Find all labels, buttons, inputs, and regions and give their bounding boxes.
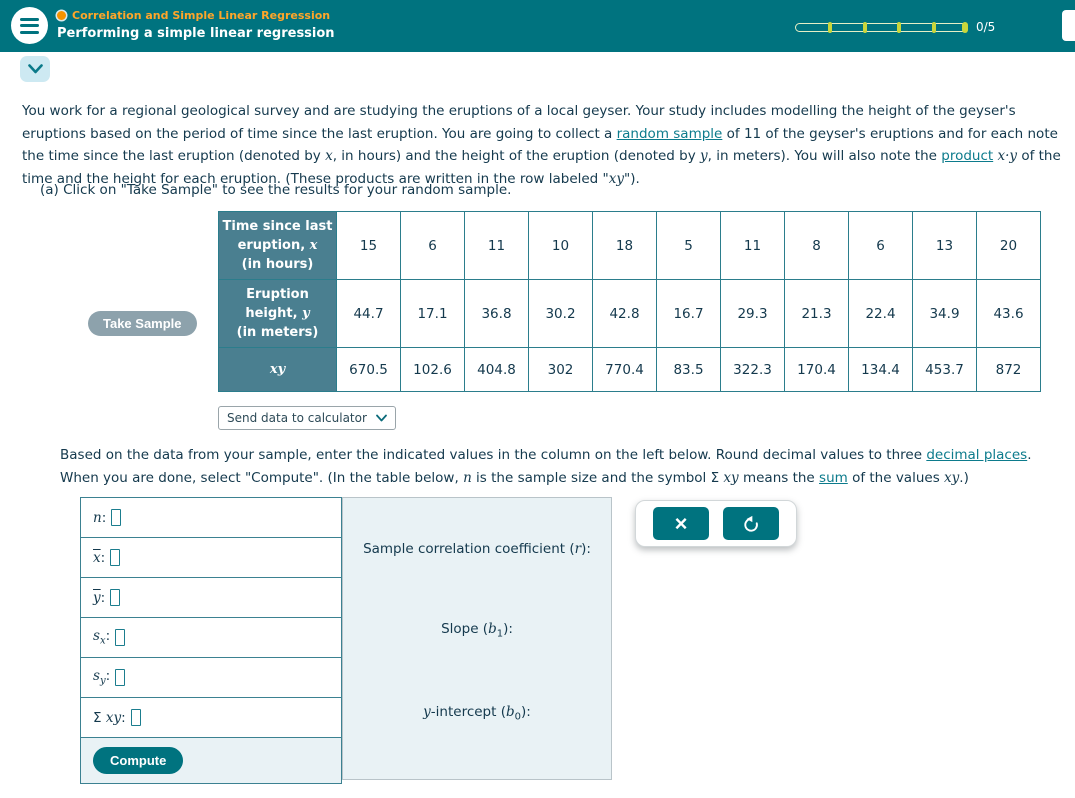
input-row-sum-xy bbox=[81, 698, 341, 738]
instruction-text: is the sample size and the symbol Σ bbox=[471, 469, 724, 486]
y-value-cell: 17.1 bbox=[401, 280, 465, 348]
y-value-cell: 16.7 bbox=[657, 280, 721, 348]
xy-value-cell: 770.4 bbox=[593, 348, 657, 392]
part-a-instruction: (a) Click on "Take Sample" to see the results for your random sample. bbox=[40, 182, 512, 198]
x-value-cell: 15 bbox=[337, 212, 401, 280]
xy-value-cell: 302 bbox=[529, 348, 593, 392]
undo-icon bbox=[741, 514, 761, 534]
link-sum[interactable]: sum bbox=[819, 469, 848, 486]
side-panel-tab[interactable] bbox=[1062, 10, 1075, 41]
link-decimal-places[interactable]: decimal places bbox=[926, 447, 1028, 463]
y-value-cell: 42.8 bbox=[593, 280, 657, 348]
x-value-cell: 18 bbox=[593, 212, 657, 280]
top-header bbox=[0, 0, 1075, 52]
y-value-cell: 22.4 bbox=[849, 280, 913, 348]
y-value-cell: 36.8 bbox=[465, 280, 529, 348]
chevron-down-icon bbox=[376, 414, 387, 422]
problem-text: of 11 of the geyser's eruptions and for each note the time since the last eruption (denoted by bbox=[22, 125, 1058, 164]
row-header-y bbox=[219, 280, 337, 348]
var-y: y bbox=[700, 148, 708, 164]
y-value-cell: 21.3 bbox=[785, 280, 849, 348]
xy-value-cell: 453.7 bbox=[913, 348, 977, 392]
problem-text: , in hours) and the height of the eruption (denoted by bbox=[332, 148, 701, 164]
sy-input[interactable] bbox=[115, 669, 125, 686]
problem-text: , in meters). You will also note the bbox=[707, 148, 942, 164]
xy-value-cell: 670.5 bbox=[337, 348, 401, 392]
ybar-input[interactable] bbox=[110, 589, 120, 606]
chevron-down-icon bbox=[28, 64, 43, 74]
take-sample-button[interactable]: Take Sample bbox=[88, 311, 197, 336]
var-xy-product: x·y bbox=[997, 148, 1018, 164]
y-value-cell: 29.3 bbox=[721, 280, 785, 348]
row-eruption-height bbox=[219, 280, 1041, 348]
collapse-button[interactable] bbox=[20, 56, 50, 82]
link-random-sample[interactable]: random sample bbox=[616, 125, 723, 142]
row-header-x bbox=[219, 212, 337, 280]
xbar-input[interactable] bbox=[110, 549, 120, 566]
instruction-text: means the bbox=[738, 469, 820, 486]
clear-answer-button[interactable] bbox=[653, 507, 709, 540]
sample-data-table bbox=[218, 211, 1041, 392]
results-panel bbox=[342, 497, 612, 780]
x-value-cell: 10 bbox=[529, 212, 593, 280]
lesson-subtitle: Performing a simple linear regression bbox=[57, 26, 335, 41]
row-header-xy: xy bbox=[219, 348, 337, 392]
send-data-dropdown[interactable] bbox=[218, 406, 396, 430]
x-value-cell: 6 bbox=[849, 212, 913, 280]
x-value-cell: 13 bbox=[913, 212, 977, 280]
problem-statement bbox=[22, 100, 1062, 190]
xbar-label: $\overline{x}$: bbox=[93, 549, 106, 566]
compute-row bbox=[81, 738, 341, 783]
xy-value-cell: 872 bbox=[977, 348, 1041, 392]
y-value-cell: 43.6 bbox=[977, 280, 1041, 348]
y-intercept-label: y-intercept $(b_0)$: bbox=[423, 704, 531, 723]
input-row-xbar bbox=[81, 538, 341, 578]
var-xy: xy bbox=[608, 170, 624, 187]
progress-bar bbox=[795, 23, 967, 32]
status-dot-icon bbox=[57, 11, 66, 20]
topic-title: Correlation and Simple Linear Regression bbox=[72, 9, 331, 22]
correlation-coefficient-label: Sample correlation coefficient (r): bbox=[363, 541, 591, 557]
input-row-sy bbox=[81, 658, 341, 698]
header-line: (in hours) bbox=[241, 257, 314, 272]
var-xy: xy bbox=[723, 469, 739, 486]
var-x: x bbox=[325, 148, 333, 164]
instruction-text: . When you are done, select "Compute". (In the table below, bbox=[60, 447, 1032, 486]
problem-text: You work for a regional geological survey and are studying the eruptions of a local geyser. Your study includes modelling the height of the geyser's eruptions based on the period of time since the last eruption. You are going to collect a bbox=[22, 103, 1016, 142]
row-time-since-eruption bbox=[219, 212, 1041, 280]
sy-label: $s_y$: bbox=[93, 668, 111, 687]
x-value-cell: 11 bbox=[465, 212, 529, 280]
instruction-text: of the values bbox=[847, 469, 945, 486]
y-value-cell: 30.2 bbox=[529, 280, 593, 348]
n-label: n: bbox=[93, 509, 107, 526]
menu-button[interactable] bbox=[11, 7, 48, 44]
x-value-cell: 6 bbox=[401, 212, 465, 280]
send-data-label: Send data to calculator bbox=[227, 411, 367, 425]
lesson-title-block bbox=[57, 9, 335, 41]
sx-label: $s_x$: bbox=[93, 628, 111, 647]
header-line: eruption, x bbox=[237, 238, 318, 253]
compute-button[interactable]: Compute bbox=[93, 747, 183, 774]
n-input[interactable] bbox=[111, 509, 121, 526]
y-value-cell: 34.9 bbox=[913, 280, 977, 348]
sum-xy-label: Σ xy: bbox=[93, 709, 126, 726]
xy-value-cell: 83.5 bbox=[657, 348, 721, 392]
xy-value-cell: 404.8 bbox=[465, 348, 529, 392]
x-value-cell: 5 bbox=[657, 212, 721, 280]
input-row-n bbox=[81, 498, 341, 538]
problem-text: "). bbox=[624, 170, 640, 187]
instruction-text: .) bbox=[959, 469, 969, 486]
ybar-label: $\overline{y}$: bbox=[93, 589, 106, 606]
header-line: Time since last bbox=[222, 219, 333, 234]
close-icon: × bbox=[674, 510, 688, 536]
x-value-cell: 20 bbox=[977, 212, 1041, 280]
answer-controls bbox=[635, 500, 797, 547]
problem-text: of the time and the height for each eruption. (These products are written in the row labeled " bbox=[22, 148, 1061, 187]
header-line: height, y bbox=[245, 306, 310, 321]
x-value-cell: 11 bbox=[721, 212, 785, 280]
undo-button[interactable] bbox=[723, 507, 779, 540]
var-n: n bbox=[463, 469, 472, 486]
header-line: Eruption bbox=[246, 287, 309, 302]
input-row-ybar bbox=[81, 578, 341, 618]
xy-value-cell: 134.4 bbox=[849, 348, 913, 392]
link-product[interactable]: product bbox=[941, 148, 994, 164]
header-line: (in meters) bbox=[236, 325, 319, 340]
slope-label: Slope $(b_1)$: bbox=[441, 621, 513, 640]
xy-value-cell: 102.6 bbox=[401, 348, 465, 392]
sx-input[interactable] bbox=[115, 629, 125, 646]
progress-indicator bbox=[795, 20, 995, 34]
progress-count: 0/5 bbox=[976, 20, 996, 34]
input-row-sx bbox=[81, 618, 341, 658]
y-value-cell: 44.7 bbox=[337, 280, 401, 348]
instruction-text: Based on the data from your sample, enter the indicated values in the column on the left below. Round decimal values to three bbox=[60, 447, 927, 463]
x-value-cell: 8 bbox=[785, 212, 849, 280]
fill-in-instructions bbox=[60, 444, 1037, 489]
statistics-input-table bbox=[80, 497, 342, 784]
var-xy: xy bbox=[944, 469, 960, 486]
row-xy-product bbox=[219, 348, 1041, 392]
xy-value-cell: 170.4 bbox=[785, 348, 849, 392]
sum-xy-input[interactable] bbox=[131, 709, 141, 726]
xy-value-cell: 322.3 bbox=[721, 348, 785, 392]
